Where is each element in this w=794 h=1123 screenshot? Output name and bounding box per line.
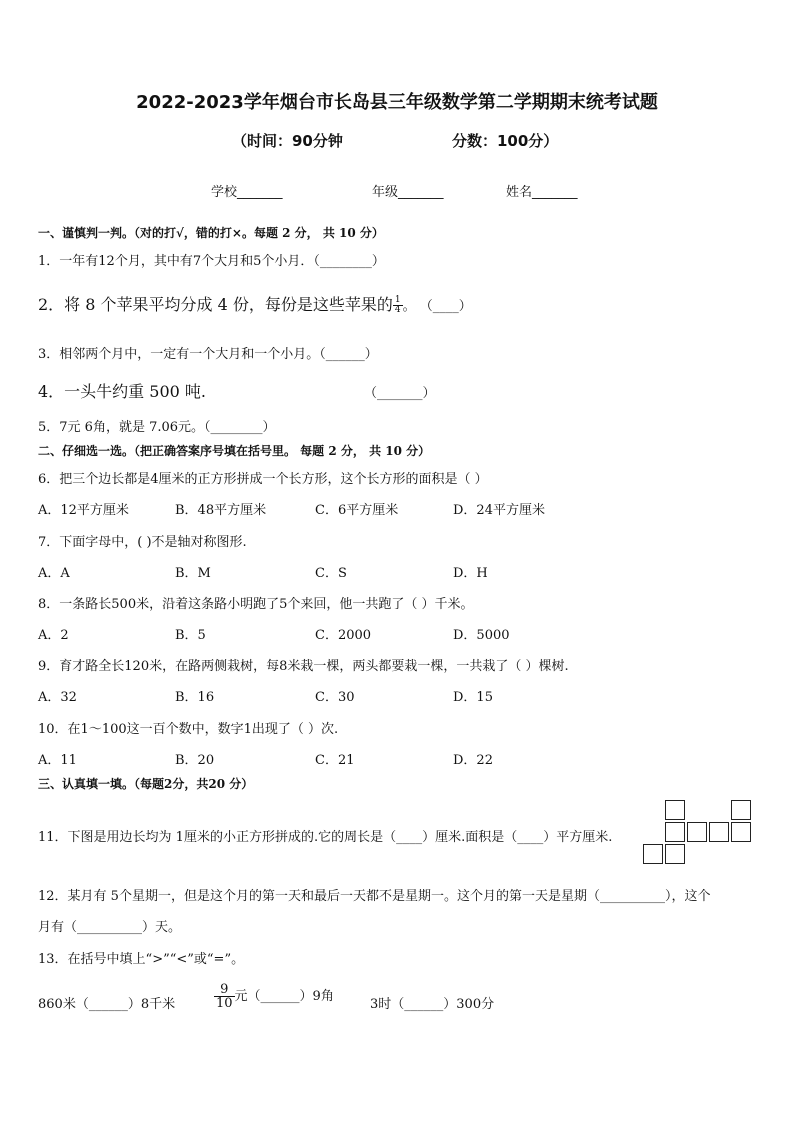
- option-d[interactable]: D．5000: [453, 628, 510, 643]
- question-4-blank: （_______）: [364, 386, 436, 401]
- grid-square: [687, 822, 707, 842]
- option-d[interactable]: D．H: [453, 566, 488, 581]
- question-6: 6．把三个边长都是4厘米的正方形拼成一个长方形，这个长方形的面积是（ ）: [38, 472, 488, 487]
- fraction-denominator: 4: [394, 305, 401, 315]
- grade-field[interactable]: 年级_______: [372, 185, 444, 200]
- option-d[interactable]: D．15: [453, 690, 493, 705]
- question-2-blank: 。 （____）: [402, 299, 472, 314]
- option-b[interactable]: B．20: [175, 753, 215, 768]
- section-1-heading: 一、谨慎判一判。（对的打√，错的打×。每题 2 分， 共 10 分）: [38, 226, 384, 240]
- fraction-numerator: 1: [394, 295, 401, 305]
- question-9: 9．育才路全长120米，在路两侧栽树，每8米栽一棵，两头都要栽一棵，一共栽了（ ）棵树.: [38, 659, 569, 674]
- grid-square: [665, 822, 685, 842]
- question-5: 5．7元 6角，就是 7.06元。（________）: [38, 420, 276, 435]
- name-field[interactable]: 姓名_______: [506, 185, 578, 200]
- compare-item-2-text: 元（______）9角: [234, 989, 334, 1004]
- option-a[interactable]: A．2: [38, 628, 69, 643]
- fraction-one-quarter: [393, 296, 403, 315]
- section-3-heading: 三、认真填一填。（每题2分，共20 分）: [38, 777, 254, 791]
- option-a[interactable]: A．11: [38, 753, 77, 768]
- question-12-line-2: 月有（__________）天。: [38, 920, 182, 935]
- option-b[interactable]: B．16: [175, 690, 215, 705]
- option-a[interactable]: A．32: [38, 690, 77, 705]
- school-field[interactable]: 学校_______: [211, 185, 283, 200]
- option-d[interactable]: D．24平方厘米: [453, 503, 545, 518]
- grid-square: [709, 822, 729, 842]
- exam-time: （时间：90分钟: [232, 132, 343, 150]
- option-c[interactable]: C．30: [315, 690, 355, 705]
- compare-item-2: [214, 983, 334, 1010]
- option-b[interactable]: B．M: [175, 566, 211, 581]
- fraction-denominator: 10: [216, 996, 233, 1011]
- grid-square: [731, 800, 751, 820]
- compare-item-3: 3时（______）300分: [370, 997, 495, 1012]
- option-c[interactable]: C．2000: [315, 628, 372, 643]
- option-c[interactable]: C．6平方厘米: [315, 503, 399, 518]
- grid-square: [665, 844, 685, 864]
- question-10: 10．在1～100这一百个数中，数字1出现了（ ）次.: [38, 722, 339, 737]
- question-2-text: 2．将 8 个苹果平均分成 4 份，每份是这些苹果的: [38, 295, 393, 314]
- question-8: 8．一条路长500米，沿着这条路小明跑了5个来回，他一共跑了（ ）千米。: [38, 597, 474, 612]
- grid-square: [643, 844, 663, 864]
- compare-item-1: 860米（______）8千米: [38, 997, 176, 1012]
- question-3: 3．相邻两个月中，一定有一个大月和一个小月。（______）: [38, 347, 378, 362]
- question-12-line-1: 12．某月有 5个星期一，但是这个月的第一天和最后一天都不是星期一。这个月的第一天是星期（__________），这个: [38, 889, 711, 904]
- option-b[interactable]: B．5: [175, 628, 206, 643]
- question-11: 11．下图是用边长均为 1厘米的小正方形拼成的.它的周长是（____）厘米.面积是（____）平方厘米.: [38, 830, 613, 845]
- option-b[interactable]: B．48平方厘米: [175, 503, 267, 518]
- option-c[interactable]: C．S: [315, 566, 347, 581]
- grid-square: [665, 800, 685, 820]
- option-a[interactable]: A．A: [38, 566, 70, 581]
- section-2-heading: 二、仔细选一选。（把正确答案序号填在括号里。 每题 2 分， 共 10 分）: [38, 444, 431, 458]
- question-13: 13．在括号中填上“>”“<”或“=”。: [38, 952, 245, 967]
- square-grid-figure: [643, 800, 753, 866]
- question-7: 7．下面字母中，( )不是轴对称图形.: [38, 535, 247, 550]
- page-title: 2022-2023学年烟台市长岛县三年级数学第二学期期末统考试题: [136, 92, 658, 113]
- question-2: [38, 292, 472, 315]
- fraction-numerator: 9: [214, 983, 235, 997]
- exam-score: 分数：100分）: [452, 132, 559, 150]
- option-d[interactable]: D．22: [453, 753, 493, 768]
- grid-square: [731, 822, 751, 842]
- question-1: 1．一年有12个月，其中有7个大月和5个小月．（________）: [38, 254, 385, 269]
- option-c[interactable]: C．21: [315, 753, 355, 768]
- option-a[interactable]: A．12平方厘米: [38, 503, 129, 518]
- question-4: 4．一头牛约重 500 吨.: [38, 382, 206, 401]
- fraction-nine-tenths: [214, 983, 235, 1010]
